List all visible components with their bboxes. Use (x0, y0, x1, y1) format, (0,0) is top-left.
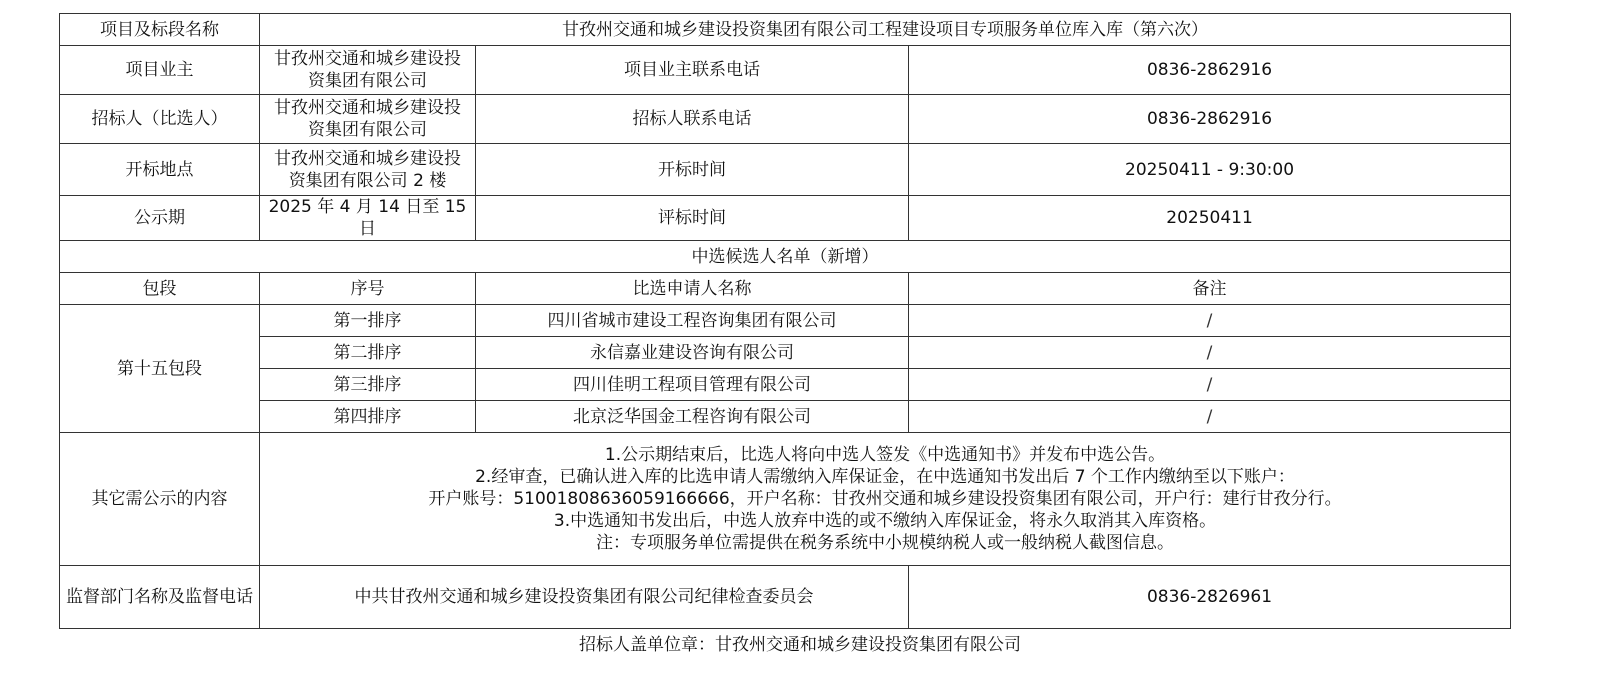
owner-value: 甘孜州交通和城乡建设投资集团有限公司 (260, 46, 476, 95)
other-info-line: 1.公示期结束后，比选人将向中选人签发《中选通知书》并发布中选公告。 (604, 445, 1166, 465)
header-applicant: 比选申请人名称 (476, 273, 909, 305)
open-time: 20250411 - 9:30:00 (909, 144, 1511, 196)
open-time-label: 开标时间 (476, 144, 909, 196)
location-label: 开标地点 (60, 144, 260, 196)
candidates-header-row (60, 273, 1511, 305)
table-row (60, 401, 1511, 433)
eval-time: 20250411 (909, 196, 1511, 241)
header-rank: 序号 (260, 273, 476, 305)
candidate-note: / (909, 369, 1511, 401)
other-info-line: 开户账号：51001808636059166666，开户名称：甘孜州交通和城乡建设投资集团有限公司，开户行：建行甘孜分行。 (428, 489, 1342, 509)
candidates-section-title: 中选候选人名单（新增） (60, 241, 1511, 273)
project-name-label: 项目及标段名称 (60, 14, 260, 46)
supervision-phone: 0836-2826961 (909, 566, 1511, 629)
header-package: 包段 (60, 273, 260, 305)
tenderer-value: 甘孜州交通和城乡建设投资集团有限公司 (260, 95, 476, 144)
tenderer-phone-label: 招标人联系电话 (476, 95, 909, 144)
period-value: 2025 年 4 月 14 日至 15 日 (260, 196, 476, 241)
other-info-line: 注：专项服务单位需提供在税务系统中小规模纳税人或一般纳税人截图信息。 (596, 533, 1175, 553)
table-row (60, 369, 1511, 401)
location-value: 甘孜州交通和城乡建设投资集团有限公司 2 楼 (260, 144, 476, 196)
supervision-label: 监督部门名称及监督电话 (60, 566, 260, 629)
table-row (60, 337, 1511, 369)
other-info-line: 3.中选通知书发出后，中选人放弃中选的或不缴纳入库保证金，将永久取消其入库资格。 (553, 511, 1217, 531)
candidate-name: 四川佳明工程项目管理有限公司 (476, 369, 909, 401)
header-note: 备注 (909, 273, 1511, 305)
other-info-label: 其它需公示的内容 (60, 433, 260, 566)
stamp-line: 招标人盖单位章：甘孜州交通和城乡建设投资集团有限公司 (579, 635, 1021, 655)
candidate-note: / (909, 401, 1511, 433)
owner-phone-label: 项目业主联系电话 (476, 46, 909, 95)
other-info-content (260, 433, 1511, 566)
package-name: 第十五包段 (60, 305, 260, 433)
candidate-name: 四川省城市建设工程咨询集团有限公司 (476, 305, 909, 337)
tenderer-phone: 0836-2862916 (909, 95, 1511, 144)
bid-result-table (59, 13, 1511, 629)
candidate-name: 永信嘉业建设咨询有限公司 (476, 337, 909, 369)
owner-label: 项目业主 (60, 46, 260, 95)
other-info-line: 2.经审查，已确认进入库的比选申请人需缴纳入库保证金，在中选通知书发出后 7 个工作内缴纳至以下账户： (475, 467, 1295, 487)
candidate-rank: 第三排序 (260, 369, 476, 401)
supervision-dept: 中共甘孜州交通和城乡建设投资集团有限公司纪律检查委员会 (260, 566, 909, 629)
candidate-name: 北京泛华国金工程咨询有限公司 (476, 401, 909, 433)
candidate-rank: 第一排序 (260, 305, 476, 337)
candidate-rank: 第四排序 (260, 401, 476, 433)
tenderer-label: 招标人（比选人） (60, 95, 260, 144)
period-label: 公示期 (60, 196, 260, 241)
candidate-note: / (909, 305, 1511, 337)
owner-phone: 0836-2862916 (909, 46, 1511, 95)
project-name: 甘孜州交通和城乡建设投资集团有限公司工程建设项目专项服务单位库入库（第六次） (260, 14, 1511, 46)
candidate-note: / (909, 337, 1511, 369)
candidate-rank: 第二排序 (260, 337, 476, 369)
table-row (60, 305, 1511, 337)
eval-time-label: 评标时间 (476, 196, 909, 241)
